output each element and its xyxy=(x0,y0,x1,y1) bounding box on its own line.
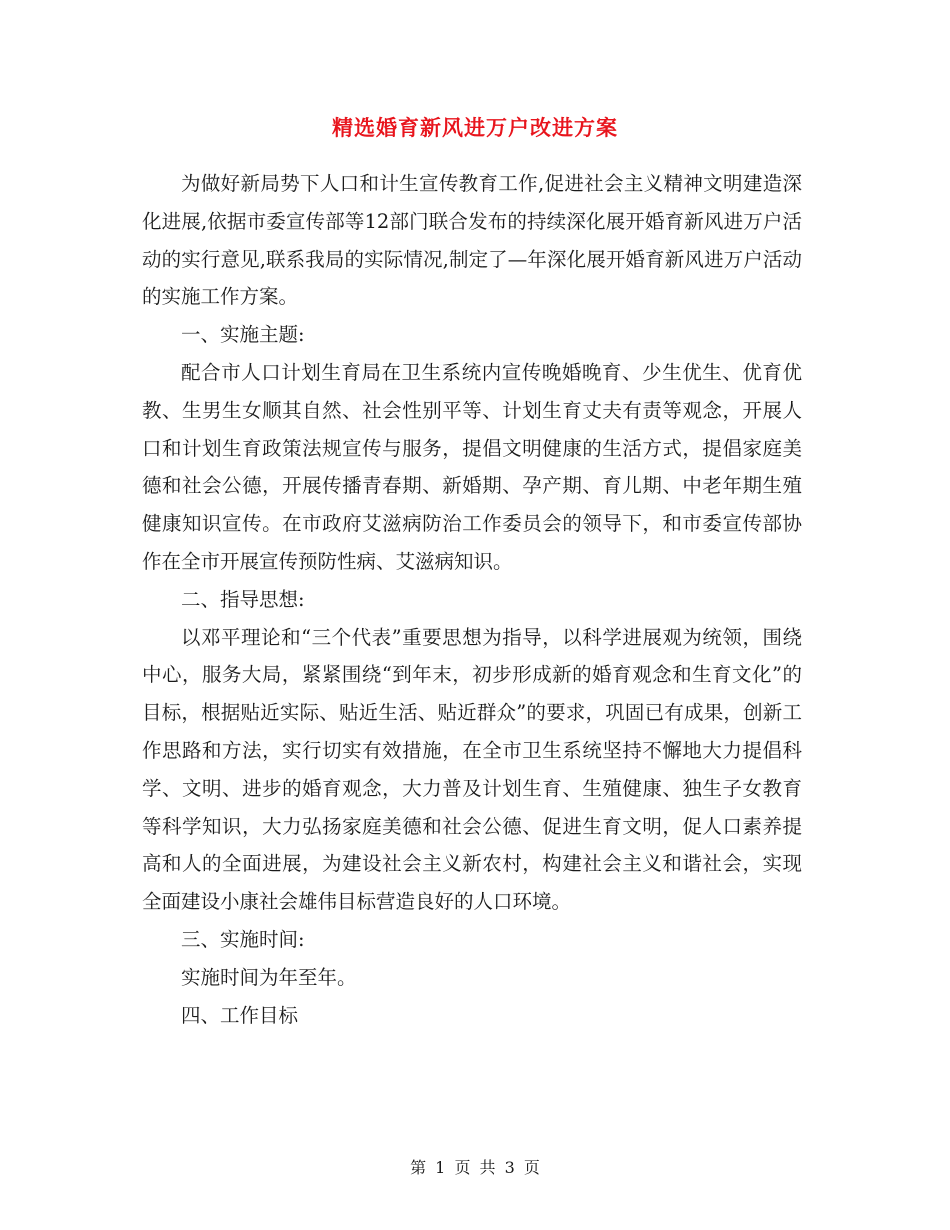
section-heading-goals: 四、工作目标 xyxy=(181,1003,299,1027)
section-heading-schedule: 三、实施时间: xyxy=(181,927,305,951)
section-heading-theme: 一、实施主题: xyxy=(181,323,305,347)
document-body xyxy=(142,165,802,1034)
theme-paragraph: 配合市人口计划生育局在卫生系统内宣传晚婚晚育、少生优生、优育优教、生男生女顺其自然、社会性别平等、计划生育丈夫有责等观念，开展人口和计划生育政策法规宣传与服务，提倡文明健康的生活方式，提倡家庭美德和社会公德，开展传播青春期、新婚期、孕产期、育儿期、中老年期生殖健康知识宣传。在市政府艾滋病防治工作委员会的领导下，和市委宣传部协作在全市开展宣传预防性病、艾滋病知识。 xyxy=(142,360,802,573)
section-heading-guiding-thought: 二、指导思想: xyxy=(181,587,305,611)
guiding-thought-paragraph: 以邓平理论和“三个代表”重要思想为指导，以科学进展观为统领，围绕中心，服务大局，紧紧围绕“到年末，初步形成新的婚育观念和生育文化”的目标，根据贴近实际、贴近生活、贴近群众”的要求，巩固已有成果，创新工作思路和方法，实行切实有效措施，在全市卫生系统坚持不懈地大力提倡科学、文明、进步的婚育观念，大力普及计划生育、生殖健康、独生子女教育等科学知识，大力弘扬家庭美德和社会公德、促进生育文明，促人口素养提高和人的全面进展，为建设社会主义新农村，构建社会主义和谐社会，实现全面建设小康社会雄伟目标营造良好的人口环境。 xyxy=(142,625,802,914)
intro-paragraph: 为做好新局势下人口和计生宣传教育工作,促进社会主义精神文明建造深化进展,依据市委宣传部等12部门联合发布的持续深化展开婚育新风进万户活动的实行意见,联系我局的实际情况,制定了—年深化展开婚育新风进万户活动的实施工作方案。 xyxy=(142,172,802,309)
page-number: 第 1 页 共 3 页 xyxy=(410,1158,540,1177)
schedule-paragraph: 实施时间为年至年。 xyxy=(181,965,357,989)
document-title: 精选婚育新风进万户改进方案 xyxy=(332,115,618,140)
